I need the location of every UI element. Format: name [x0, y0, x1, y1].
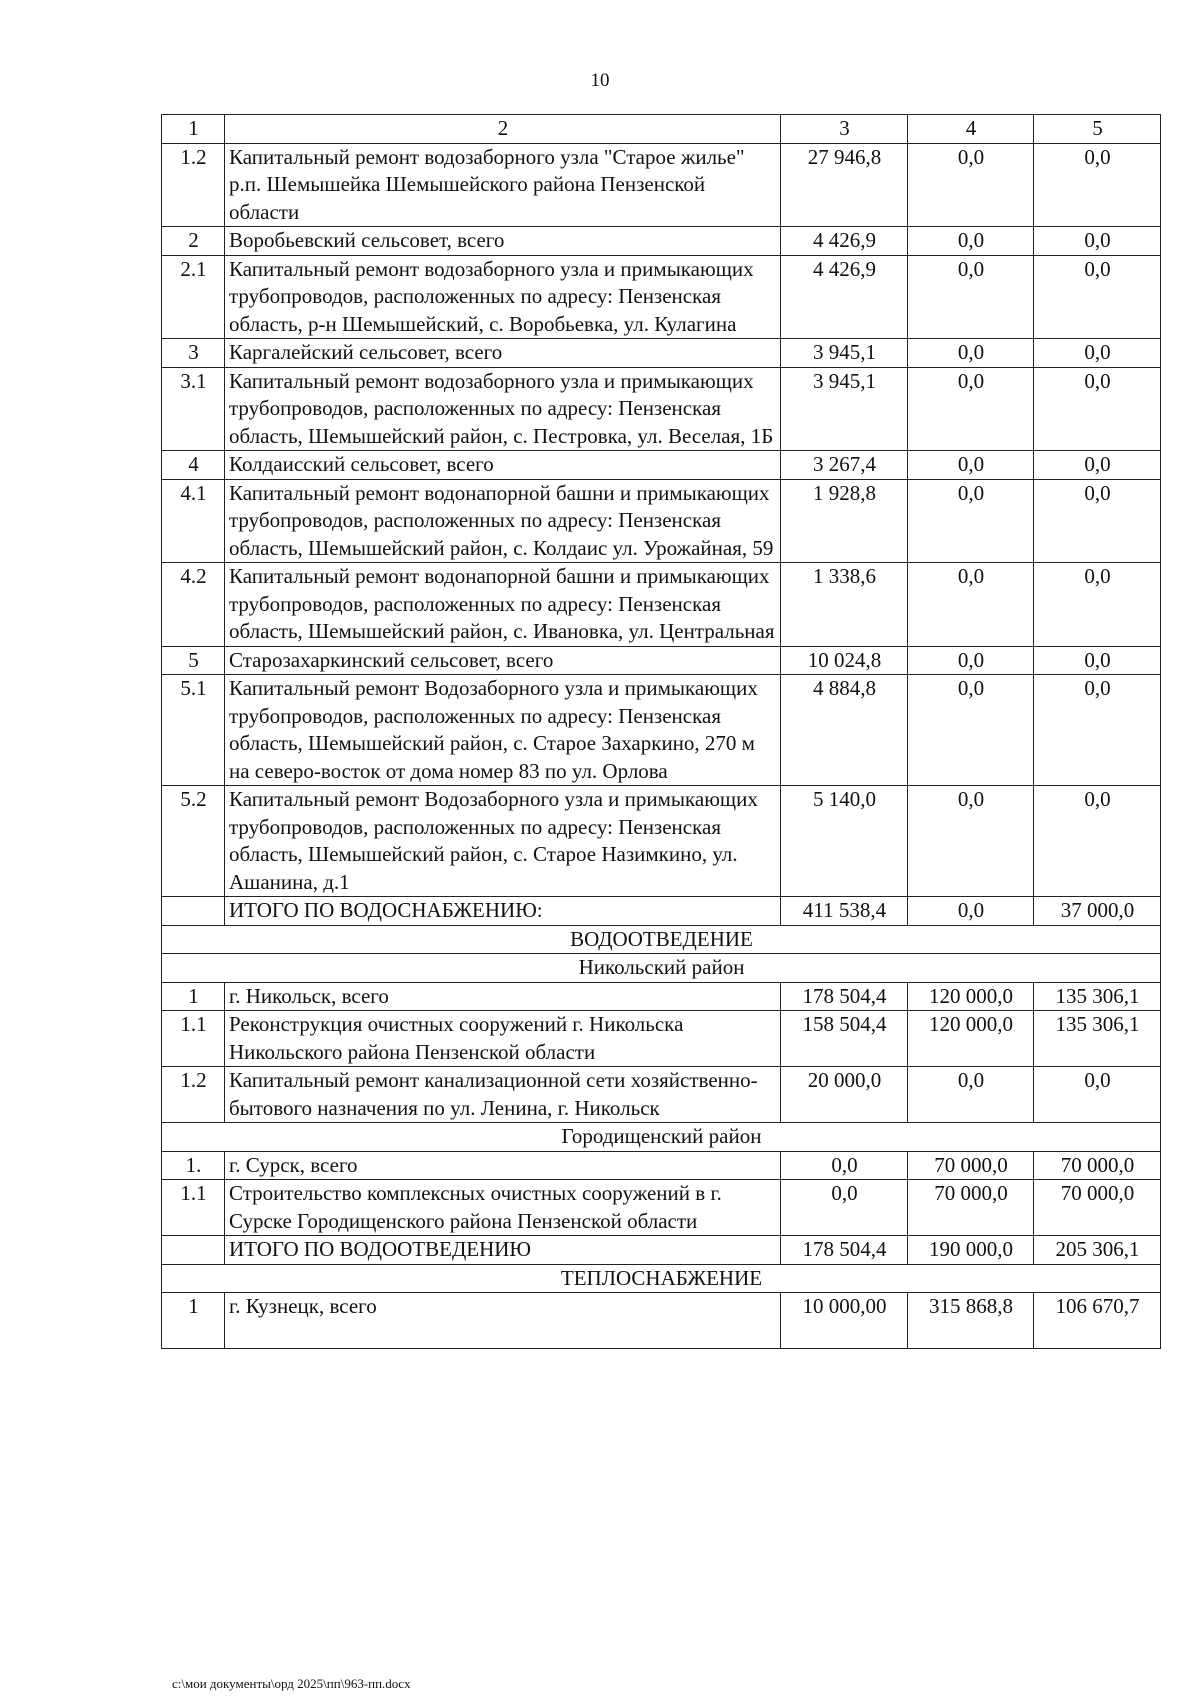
value-col4-cell: 315 868,8: [908, 1293, 1034, 1349]
item-name-cell: Каргалейский сельсовет, всего: [225, 339, 781, 368]
item-name-cell: Капитальный ремонт водонапорной башни и примыкающих трубопроводов, расположенных по адресу: Пензенская область, Шемышейский район, с. Колдаис ул. Урожайная, 59: [225, 479, 781, 563]
value-col4-cell: 0,0: [908, 339, 1034, 368]
item-name-cell: ИТОГО ПО ВОДООТВЕДЕНИЮ: [225, 1236, 781, 1265]
table-row: [162, 367, 1161, 451]
item-name-cell: Капитальный ремонт водозаборного узла и примыкающих трубопроводов, расположенных по адресу: Пензенская область, р-н Шемышейский, с. Воробьевка, ул. Кулагина: [225, 255, 781, 339]
section-title: Никольский район: [162, 954, 1161, 983]
table-row: [162, 563, 1161, 647]
table-row: [162, 1236, 1161, 1265]
table-row: [162, 143, 1161, 227]
table-row: [162, 1011, 1161, 1067]
value-col4-cell: 0,0: [908, 367, 1034, 451]
value-col3-cell: 1 928,8: [781, 479, 908, 563]
value-col4-cell: 0,0: [908, 563, 1034, 647]
value-col5-cell: 0,0: [1034, 1067, 1161, 1123]
section-title: ТЕПЛОСНАБЖЕНИЕ: [162, 1264, 1161, 1293]
table-row: [162, 479, 1161, 563]
table-row: [162, 1293, 1161, 1349]
table-row: [162, 675, 1161, 786]
column-number-row: [162, 115, 1161, 144]
value-col5-cell: 205 306,1: [1034, 1236, 1161, 1265]
value-col3-cell: 4 884,8: [781, 675, 908, 786]
item-name-cell: Капитальный ремонт водозаборного узла и примыкающих трубопроводов, расположенных по адресу: Пензенская область, Шемышейский район, с. Пестровка, ул. Веселая, 1Б: [225, 367, 781, 451]
value-col5-cell: 0,0: [1034, 786, 1161, 897]
value-col4-cell: 0,0: [908, 479, 1034, 563]
row-number-cell: 3: [162, 339, 225, 368]
value-col5-cell: 70 000,0: [1034, 1180, 1161, 1236]
value-col5-cell: 0,0: [1034, 339, 1161, 368]
table-row: [162, 227, 1161, 256]
value-col5-cell: 0,0: [1034, 646, 1161, 675]
table-row: [162, 1151, 1161, 1180]
value-col3-cell: 178 504,4: [781, 982, 908, 1011]
row-number-cell: 4.2: [162, 563, 225, 647]
value-col4-cell: 0,0: [908, 646, 1034, 675]
column-number-cell: 2: [225, 115, 781, 144]
row-number-cell: 2: [162, 227, 225, 256]
value-col5-cell: 135 306,1: [1034, 982, 1161, 1011]
item-name-cell: г. Сурск, всего: [225, 1151, 781, 1180]
row-number-cell: 4.1: [162, 479, 225, 563]
section-header-row: [162, 1123, 1161, 1152]
item-name-cell: Капитальный ремонт водозаборного узла "Старое жилье" р.п. Шемышейка Шемышейского района Пензенской области: [225, 143, 781, 227]
row-number-cell: 1.1: [162, 1011, 225, 1067]
value-col3-cell: 411 538,4: [781, 897, 908, 926]
item-name-cell: Колдаисский сельсовет, всего: [225, 451, 781, 480]
table-row: [162, 786, 1161, 897]
item-name-cell: Капитальный ремонт Водозаборного узла и примыкающих трубопроводов, расположенных по адресу: Пензенская область, Шемышейский район, с. Старое Назимкино, ул. Ашанина, д.1: [225, 786, 781, 897]
value-col5-cell: 0,0: [1034, 255, 1161, 339]
row-number-cell: 1: [162, 982, 225, 1011]
value-col3-cell: 3 945,1: [781, 339, 908, 368]
value-col3-cell: 3 945,1: [781, 367, 908, 451]
value-col4-cell: 0,0: [908, 227, 1034, 256]
column-number-cell: 1: [162, 115, 225, 144]
column-number-cell: 3: [781, 115, 908, 144]
file-path-footer: c:\мои документы\орд 2025\пп\963-пп.docx: [172, 1676, 411, 1691]
value-col4-cell: 190 000,0: [908, 1236, 1034, 1265]
value-col4-cell: 0,0: [908, 675, 1034, 786]
value-col3-cell: 20 000,0: [781, 1067, 908, 1123]
value-col3-cell: 5 140,0: [781, 786, 908, 897]
row-number-cell: [162, 897, 225, 926]
value-col5-cell: 70 000,0: [1034, 1151, 1161, 1180]
value-col5-cell: 0,0: [1034, 143, 1161, 227]
section-title: Городищенский район: [162, 1123, 1161, 1152]
row-number-cell: 5.2: [162, 786, 225, 897]
item-name-cell: Строительство комплексных очистных сооружений в г. Сурске Городищенского района Пензенской области: [225, 1180, 781, 1236]
item-name-cell: Капитальный ремонт водонапорной башни и примыкающих трубопроводов, расположенных по адресу: Пензенская область, Шемышейский район, с. Ивановка, ул. Центральная: [225, 563, 781, 647]
value-col3-cell: 10 024,8: [781, 646, 908, 675]
page-number: 10: [590, 70, 610, 91]
value-col3-cell: 27 946,8: [781, 143, 908, 227]
value-col5-cell: 0,0: [1034, 367, 1161, 451]
table-row: [162, 646, 1161, 675]
value-col3-cell: 4 426,9: [781, 227, 908, 256]
item-name-cell: г. Никольск, всего: [225, 982, 781, 1011]
value-col4-cell: 0,0: [908, 255, 1034, 339]
value-col3-cell: 3 267,4: [781, 451, 908, 480]
value-col5-cell: 0,0: [1034, 451, 1161, 480]
table-row: [162, 897, 1161, 926]
table-row: [162, 255, 1161, 339]
value-col4-cell: 0,0: [908, 451, 1034, 480]
section-header-row: [162, 954, 1161, 983]
section-header-row: [162, 1264, 1161, 1293]
value-col3-cell: 1 338,6: [781, 563, 908, 647]
column-number-cell: 5: [1034, 115, 1161, 144]
row-number-cell: 1.2: [162, 1067, 225, 1123]
row-number-cell: 1.: [162, 1151, 225, 1180]
row-number-cell: 4: [162, 451, 225, 480]
value-col5-cell: 37 000,0: [1034, 897, 1161, 926]
value-col5-cell: 135 306,1: [1034, 1011, 1161, 1067]
table-body: [162, 115, 1161, 1349]
item-name-cell: Воробьевский сельсовет, всего: [225, 227, 781, 256]
table-row: [162, 982, 1161, 1011]
row-number-cell: 2.1: [162, 255, 225, 339]
value-col3-cell: 10 000,00: [781, 1293, 908, 1349]
funding-table: [161, 114, 1161, 1349]
item-name-cell: Реконструкция очистных сооружений г. Никольска Никольского района Пензенской области: [225, 1011, 781, 1067]
item-name-cell: ИТОГО ПО ВОДОСНАБЖЕНИЮ:: [225, 897, 781, 926]
value-col4-cell: 0,0: [908, 143, 1034, 227]
row-number-cell: 3.1: [162, 367, 225, 451]
value-col5-cell: 0,0: [1034, 563, 1161, 647]
value-col3-cell: 4 426,9: [781, 255, 908, 339]
row-number-cell: 1: [162, 1293, 225, 1349]
value-col4-cell: 0,0: [908, 786, 1034, 897]
value-col5-cell: 0,0: [1034, 675, 1161, 786]
value-col4-cell: 70 000,0: [908, 1151, 1034, 1180]
row-number-cell: 1.2: [162, 143, 225, 227]
section-header-row: [162, 925, 1161, 954]
value-col5-cell: 106 670,7: [1034, 1293, 1161, 1349]
value-col5-cell: 0,0: [1034, 479, 1161, 563]
column-number-cell: 4: [908, 115, 1034, 144]
item-name-cell: Капитальный ремонт Водозаборного узла и примыкающих трубопроводов, расположенных по адресу: Пензенская область, Шемышейский район, с. Старое Захаркино, 270 м на северо-восток от дома номер 83 по ул. Орлова: [225, 675, 781, 786]
row-number-cell: 5.1: [162, 675, 225, 786]
item-name-cell: Капитальный ремонт канализационной сети хозяйственно-бытового назначения по ул. Ленина, г. Никольск: [225, 1067, 781, 1123]
row-number-cell: 5: [162, 646, 225, 675]
table-row: [162, 1067, 1161, 1123]
row-number-cell: [162, 1236, 225, 1265]
value-col3-cell: 0,0: [781, 1151, 908, 1180]
value-col4-cell: 0,0: [908, 1067, 1034, 1123]
row-number-cell: 1.1: [162, 1180, 225, 1236]
value-col4-cell: 120 000,0: [908, 1011, 1034, 1067]
item-name-cell: Старозахаркинский сельсовет, всего: [225, 646, 781, 675]
value-col5-cell: 0,0: [1034, 227, 1161, 256]
section-title: ВОДООТВЕДЕНИЕ: [162, 925, 1161, 954]
item-name-cell: г. Кузнецк, всего: [225, 1293, 781, 1349]
table-row: [162, 1180, 1161, 1236]
value-col3-cell: 178 504,4: [781, 1236, 908, 1265]
value-col3-cell: 0,0: [781, 1180, 908, 1236]
value-col4-cell: 0,0: [908, 897, 1034, 926]
value-col4-cell: 70 000,0: [908, 1180, 1034, 1236]
table-row: [162, 451, 1161, 480]
value-col3-cell: 158 504,4: [781, 1011, 908, 1067]
value-col4-cell: 120 000,0: [908, 982, 1034, 1011]
table-row: [162, 339, 1161, 368]
